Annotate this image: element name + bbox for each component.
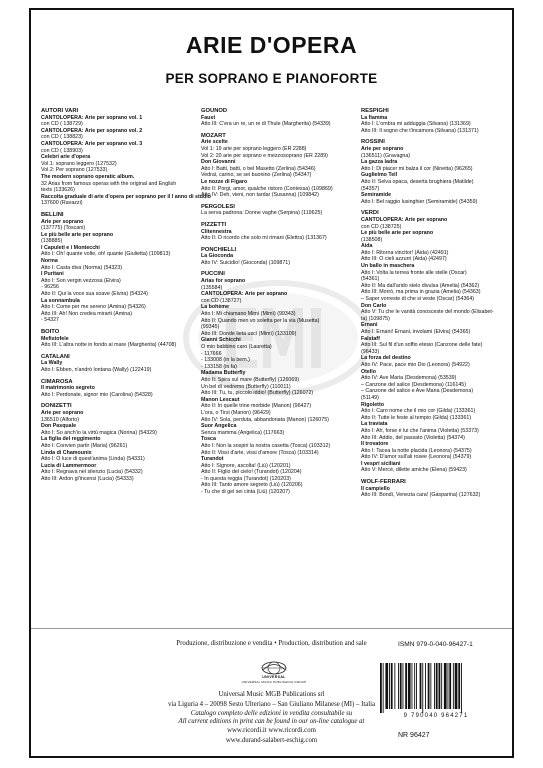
- barcode-bar: [448, 663, 449, 709]
- aria-entry: Atto II: Porgi, amor, qualche ristoro (Contessa) (109869): [201, 185, 333, 192]
- work-title: I vespri siciliani: [361, 460, 401, 467]
- aria-entry: Atto I: Tacea la notte placida (Leonora) (54375): [361, 447, 472, 454]
- work-title: Aida: [361, 243, 373, 250]
- aria-entry: Atto III: Ah! Non credea mirarti (Amina): [41, 310, 132, 317]
- work-title: Un ballo in maschera: [361, 263, 415, 270]
- aria-entry: (136511) (Gravagna): [361, 152, 411, 159]
- work-title: Linda di Chamounix: [41, 449, 92, 456]
- barcode-bar: [408, 663, 411, 709]
- barcode-bar: [385, 663, 388, 709]
- catalog-number: NR 96427: [398, 732, 430, 739]
- barcode-bar: [444, 663, 447, 709]
- aria-entry: Atto IV: D'amor sull'ali rosee (Leonora) (54379): [361, 454, 472, 461]
- aria-entry: con CD (138725): [361, 223, 402, 230]
- barcode-bar: [412, 663, 413, 709]
- aria-entry: ta) (109875): [361, 315, 390, 322]
- aria-entry: – Canzone del salice e Ave Maria (Desdemona): [361, 388, 474, 395]
- aria-entry: Atto I: Ritorna vincitor! (Aida) (42491): [361, 249, 449, 256]
- work-title: Rigoletto: [361, 401, 384, 408]
- barcode-bar: [405, 663, 407, 709]
- aria-entry: Atto III: Addio, del passato (Violetta) (54374): [361, 434, 465, 441]
- aria-entry: Atto IV: Ave Maria (Desdemona) (53539): [361, 375, 457, 382]
- aria-entry: Atto III: Bondì, Venezia cara! (Gasparina) (127632): [361, 492, 481, 499]
- barcode-bar: [453, 663, 454, 709]
- work-title: Manon Lescaut: [201, 396, 240, 403]
- work-title: Le nozze di Figaro: [201, 178, 248, 185]
- aria-entry: Atto III: O cieli azzurri (Aida) (42497): [361, 256, 447, 263]
- barcode-bar: [380, 663, 382, 713]
- barcode-bar: [439, 663, 441, 709]
- aria-entry: Atto I: Di piacer mi balza il cor (Ninetta) (96265): [361, 165, 473, 172]
- aria-entry: Atto II: Figlio del cielo! (Turandot) (120204): [201, 469, 302, 476]
- aria-entry: Atto I: Batti, batti, o bel Masetto (Zerlina) (54346): [201, 165, 316, 172]
- aria-entry: Atto I: Bel raggio lusinghier (Semiramide) (54359): [361, 198, 478, 205]
- work-title: Il campiello: [361, 485, 390, 492]
- barcode-bar: [449, 663, 451, 709]
- aria-entry: (137775) (Toscani): [41, 225, 86, 232]
- aria-entry: Atto III: Donde lieta uscì (Mimì) (133109): [201, 330, 297, 337]
- aria-entry: Atto I: L'ombra mi adduggia (Silvana) (131369): [361, 121, 471, 128]
- work-title: CANTOLOPERA: Arie per soprano vol. 2: [41, 127, 143, 134]
- aria-entry: Atto I: Oh! quante volte, oh! quante (Giulietta) (109813): [41, 251, 171, 258]
- aria-entry: Vol.1: soprano leggero (127532): [41, 160, 117, 167]
- aria-entry: Un bel dì vedremo (Butterfly) (110011): [201, 383, 291, 390]
- barcode-bar: [389, 663, 390, 709]
- aria-entry: Atto I: O luce di quest'anima (Linda) (54331): [41, 456, 145, 463]
- aria-entry: Atto I: Convien partir (Maria) (96261): [41, 442, 128, 449]
- aria-entry: con CD ( 138823): [41, 134, 83, 141]
- catalog-text-it: Catalogo completo delle edizioni in vendita consultabile su: [190, 710, 353, 717]
- column-3: [361, 108, 511, 499]
- aria-entry: Atto IV: Deh, vieni, non tardar (Susanna) (109842): [201, 192, 319, 199]
- aria-entry: (51149): [361, 394, 379, 401]
- barcode-bar: [383, 663, 384, 713]
- work-title: CANTOLOPERA: Arie per soprano vol. 3: [41, 140, 143, 147]
- barcode-bar: [414, 663, 415, 709]
- composer-heading: BOITO: [41, 329, 60, 335]
- work-title: Madama Butterfly: [201, 370, 246, 377]
- aria-entry: con CD (138727): [201, 297, 242, 304]
- barcode-bar: [391, 663, 393, 709]
- aria-entry: Atto II: Selva opaca, deserta brughiera (Matilde): [361, 178, 474, 185]
- work-title: Faust: [201, 114, 216, 121]
- work-title: I Puritani: [41, 271, 64, 278]
- work-title: Arias for soprano: [201, 278, 246, 285]
- work-title: Arie per soprano: [361, 145, 404, 152]
- aria-entry: Atto II: Quando men vo soletta per la via (Musetta): [201, 317, 320, 324]
- work-title: Celebri arie d'opera: [41, 154, 91, 161]
- aria-entry: 32 Arias from famous operas with the original and English: [41, 180, 177, 187]
- website-link-durand[interactable]: www.durand-salabert-eschig.com: [225, 737, 318, 744]
- work-title: CANTOLOPERA: Arie per soprano vol. 1: [41, 114, 143, 121]
- aria-entry: L'ora, o Tirsi (Manon) (96429): [201, 409, 271, 416]
- barcode-bar: [425, 663, 426, 709]
- aria-entry: Atto III: Morrò, ma prima in grazia (Amelia) (54363): [361, 289, 481, 296]
- aria-entry: Atto I: Ebben, n'andrò lontana (Wally) (122419): [41, 366, 152, 373]
- aria-entry: Atto IV: Pace, pace mio Dio (Leonora) (54922): [361, 361, 470, 368]
- aria-entry: (54357): [361, 185, 380, 192]
- work-title: Gianni Schicchi: [201, 337, 241, 344]
- page-frame: [29, 8, 514, 758]
- work-title: Arie scelte: [201, 139, 228, 146]
- work-title: La bohème: [201, 304, 229, 311]
- column-2: [201, 108, 351, 496]
- ismn-code: ISMN 979-0-040-96427-1: [398, 641, 473, 648]
- aria-entry: Senza mamma (Angelica) (117663): [201, 429, 285, 436]
- barcode-bar: [416, 663, 417, 709]
- barcode-bar: [441, 663, 442, 709]
- work-title: La Gioconda: [201, 253, 234, 260]
- aria-entry: Atto III: Tu, tu, piccolo iddio! (Butterfly) (126072): [201, 390, 314, 397]
- aria-entry: – Saper vorreste di che si veste (Oscar) (54364): [361, 296, 475, 303]
- work-title: Guglielmo Tell: [361, 172, 398, 179]
- aria-entry: Atto II: O ricordo che solo mi rimani (Elettra) (131367): [201, 235, 327, 242]
- composer-heading: WOLF-FERRARI: [361, 479, 406, 486]
- universal-logo-subtext: UNIVERSAL MUSIC PUBLISHING GROUP: [241, 680, 307, 684]
- aria-entry: Atto I: Regnava nel silenzio (Lucia) (54332): [41, 469, 143, 476]
- aria-entry: Atto I: Signore, ascolta! (Liù) (120201): [201, 462, 291, 469]
- aria-entry: texts (133626): [41, 187, 75, 194]
- work-title: Le più belle arie per soprano: [41, 231, 114, 238]
- barcode-bar: [436, 663, 438, 709]
- composer-heading: VERDI: [361, 210, 379, 217]
- aria-entry: - 96256: [41, 284, 59, 291]
- barcode: [376, 663, 496, 713]
- aria-entry: Atto I: Come per me sereno (Amina) (54326): [41, 304, 146, 311]
- composer-heading: RESPIGHI: [361, 108, 389, 114]
- work-title: CANTOLOPERA: Arie per soprano: [201, 291, 288, 298]
- aria-entry: Atto V: Tu che le vanità conosceste del mondo (Elisabet-: [361, 309, 494, 316]
- barcode-bar: [403, 663, 404, 709]
- aria-entry: Atto III: C'era un re, un re di Thule (Margherita) (54339): [201, 121, 331, 128]
- aria-entry: Atto I: Ah, forse è lui che l'anima (Violetta) (53373): [361, 427, 479, 434]
- work-title: La Wally: [41, 360, 63, 367]
- barcode-number: 9 790040 964271: [403, 713, 469, 719]
- aria-entry: Atto III: Sul fil d'un soffio etesio (Canzone delle fate): [361, 342, 483, 349]
- aria-entry: 136510 (Alforto): [41, 416, 79, 423]
- composer-heading: DONIZETTI: [41, 403, 72, 410]
- work-title: La figlia del reggimento: [41, 436, 101, 443]
- aria-entry: Atto I: Son vergin vezzosa (Elvira): [41, 277, 121, 284]
- aria-entry: - 133008 (in la bem.): [201, 357, 250, 364]
- aria-entry: – Canzone del salice (Desdemona) (116145): [361, 381, 467, 388]
- barcode-bar: [430, 663, 431, 709]
- composer-heading: PIZZETTI: [201, 221, 227, 228]
- aria-entry: (135584): [201, 284, 223, 291]
- work-title: Il trovatore: [361, 441, 389, 448]
- barcode-bar: [458, 663, 460, 709]
- composer-heading: BELLINI: [41, 211, 64, 218]
- work-title: La fiamma: [361, 114, 388, 121]
- composer-heading: CATALANI: [41, 353, 70, 360]
- catalog-text-en: All current editions in print can be found in our on-line catalogue at: [178, 718, 365, 725]
- aria-entry: Atto III: Ardon gl'incensi (Lucia) (54333): [41, 475, 134, 482]
- aria-entry: Atto IV: Sola, perduta, abbandonata (Manon) (126075): [201, 416, 329, 423]
- aria-entry: - 133158 (in fa): [201, 363, 237, 370]
- publisher-name: Universal Music MGB Publications srl: [218, 691, 325, 698]
- barcode-bar: [394, 663, 395, 709]
- work-title: Norma: [41, 258, 58, 265]
- aria-entry: Atto I: Ernani! Ernani, involami (Elvira) (54365): [361, 329, 471, 335]
- aria-entry: Vol 2: 20 arie per soprano e mezzosoprano (ER 2289): [201, 152, 328, 159]
- aria-entry: - In questa reggia (Turandot) (120203): [201, 475, 291, 482]
- composer-heading: MOZART: [201, 132, 226, 139]
- footer-divider: [31, 628, 512, 629]
- production-credit: Produzione, distribuzione e vendita • Production, distribution and sale: [176, 640, 367, 647]
- aria-entry: Atto II: Vissi d'arte, vissi d'amore (Tosca) (103314): [201, 449, 319, 456]
- aria-entry: 137600 (Ravazzi): [41, 200, 83, 207]
- universal-logo-text: UNIVERSAL: [262, 675, 286, 679]
- aria-entry: Atto I: Non la sospiri la nostra casetta (Tosca) (103312): [201, 442, 331, 449]
- work-title: I Capuleti e i Montecchi: [41, 244, 100, 251]
- aria-entry: (96433): [361, 348, 380, 355]
- aria-entry: (138885): [41, 238, 63, 245]
- aria-entry: con CD ( 138903): [41, 147, 83, 154]
- universal-globe-icon: [259, 657, 289, 675]
- aria-entry: Atto I: Mi chiamano Mimì (Mimì) (99343): [201, 311, 296, 318]
- aria-entry: Atto I: Casta diva (Norma) (54323): [41, 264, 122, 271]
- aria-entry: - 54327: [41, 317, 59, 324]
- work-title: Arie per soprano: [41, 218, 84, 225]
- composer-heading: ROSSINI: [361, 139, 385, 146]
- aria-entry: Atto II: Qui la voce sua soave (Elvira) (54324): [41, 291, 148, 298]
- page-title: ARIE D'OPERA: [185, 32, 358, 58]
- work-title: Don Carlo: [361, 302, 387, 309]
- aria-entry: con CD ( 138729): [41, 121, 83, 128]
- barcode-bar: [455, 663, 458, 709]
- work-title: Il matrimonio segreto: [41, 385, 95, 392]
- work-title: The modern soprano operatic album.: [41, 173, 135, 180]
- aria-entry: Vol.2: Per soprano (127533): [41, 167, 108, 174]
- barcode-bar: [420, 663, 422, 709]
- work-title: Arie per soprano: [41, 409, 84, 416]
- work-title: CANTOLOPERA: Arie per soprano: [361, 216, 448, 223]
- work-title: Don Giovanni: [201, 159, 236, 166]
- composer-heading: GOUNOD: [201, 108, 228, 114]
- barcode-bar: [428, 663, 430, 709]
- aria-entry: Atto V: Mercé, dilette amiche (Elena) (59423): [361, 467, 467, 474]
- work-title: Semiramide: [361, 192, 392, 199]
- aria-entry: Vol 1: 19 arie per soprano leggero (ER 2288): [201, 145, 307, 152]
- composer-heading: AUTORI VARI: [41, 108, 79, 114]
- aria-entry: Atto III: Il sogno che t'incamora (Silvana) (131371): [361, 127, 479, 134]
- aria-entry: Atto II: Spira sul mare (Butterfly) (126069): [201, 376, 300, 383]
- work-title: Raccolta graduale di arie d'opera per soprano per il I anno di studio: [41, 193, 211, 200]
- composer-heading: PONCHIELLI: [201, 246, 237, 253]
- page-subtitle: PER SOPRANO E PIANOFORTE: [165, 71, 378, 86]
- work-title: Suor Angelica: [201, 423, 237, 430]
- aria-entry: Vedrai, carino, se sei buonino (Zerlina) (54347): [201, 172, 312, 179]
- aria-entry: (138508): [361, 236, 383, 243]
- aria-entry: Atto I: So anch'io la virtù magica (Norina) (54329): [41, 429, 157, 436]
- aria-entry: Atto I: Caro nome che il mio cor (Gilda) (133361): [361, 408, 476, 415]
- composer-heading: PUCCINI: [201, 271, 225, 278]
- barcode-bar: [461, 663, 462, 713]
- work-title: Ernani: [361, 322, 378, 329]
- aria-entry: Atto II: Tutte le feste al tempio (Gilda) (133361): [361, 414, 472, 421]
- aria-entry: - Tu che di gel sei cinta (Liù) (120207): [201, 489, 290, 496]
- work-title: La forza del destino: [361, 355, 411, 362]
- aria-entry: (99345): [201, 324, 220, 331]
- work-title: La traviata: [361, 421, 388, 428]
- composer-heading: PERGOLESI: [201, 203, 235, 210]
- aria-entry: Atto III: Tanto amore segreto (Liù) (120206): [201, 482, 303, 489]
- work-title: Falstaff: [361, 335, 380, 342]
- work-title: La sonnambula: [41, 297, 80, 304]
- publisher-address: via Liguria 4 – 20098 Sesto Ulteriano – San Giuliano Milanese (MI) – Italia: [167, 701, 376, 708]
- work-title: La gazza ladra: [361, 159, 398, 166]
- aria-entry: O mio babbino caro (Lauretta): [201, 344, 272, 350]
- aria-entry: Atto IV: Suicidio! (Gioconda) (109871): [201, 259, 291, 266]
- aria-entry: La serva padrona: Donne vaghe (Serpina) (119625): [201, 210, 323, 217]
- barcode-bar: [434, 663, 435, 709]
- work-title: Don Pasquale: [41, 423, 77, 430]
- aria-entry: Atto I: Volta la terrea fronte alle stelle (Oscar): [361, 269, 467, 276]
- work-title: Otello: [361, 368, 377, 375]
- aria-entry: Atto III: L'altra notte in fondo al mare (Margherita) (44708): [41, 342, 177, 349]
- work-title: Mefistofele: [41, 335, 69, 342]
- work-title: Clitennestra: [201, 228, 232, 235]
- barcode-bar: [422, 663, 423, 713]
- aria-entry: Atto I: Perdonate, signor mio (Carolina) (54328): [41, 391, 153, 398]
- barcode-bar: [398, 663, 399, 709]
- website-links[interactable]: www.ricordi.it www.ricordi.com: [227, 727, 316, 734]
- work-title: Lucia di Lammermoor: [41, 462, 97, 469]
- barcode-bar: [400, 663, 402, 709]
- work-title: Turandot: [201, 456, 224, 463]
- aria-entry: - 117666: [201, 350, 222, 357]
- composer-heading: CIMAROSA: [41, 378, 73, 385]
- work-title: Le più belle arie per soprano: [361, 230, 434, 237]
- aria-entry: Atto II: Ma dall'arido stelo divulsa (Amelia) (54362): [361, 282, 480, 289]
- work-title: Tosca: [201, 436, 216, 443]
- aria-entry: (54361): [361, 276, 380, 283]
- aria-entry: Atto II: In quelle trine morbide (Manon) (96427): [201, 403, 312, 410]
